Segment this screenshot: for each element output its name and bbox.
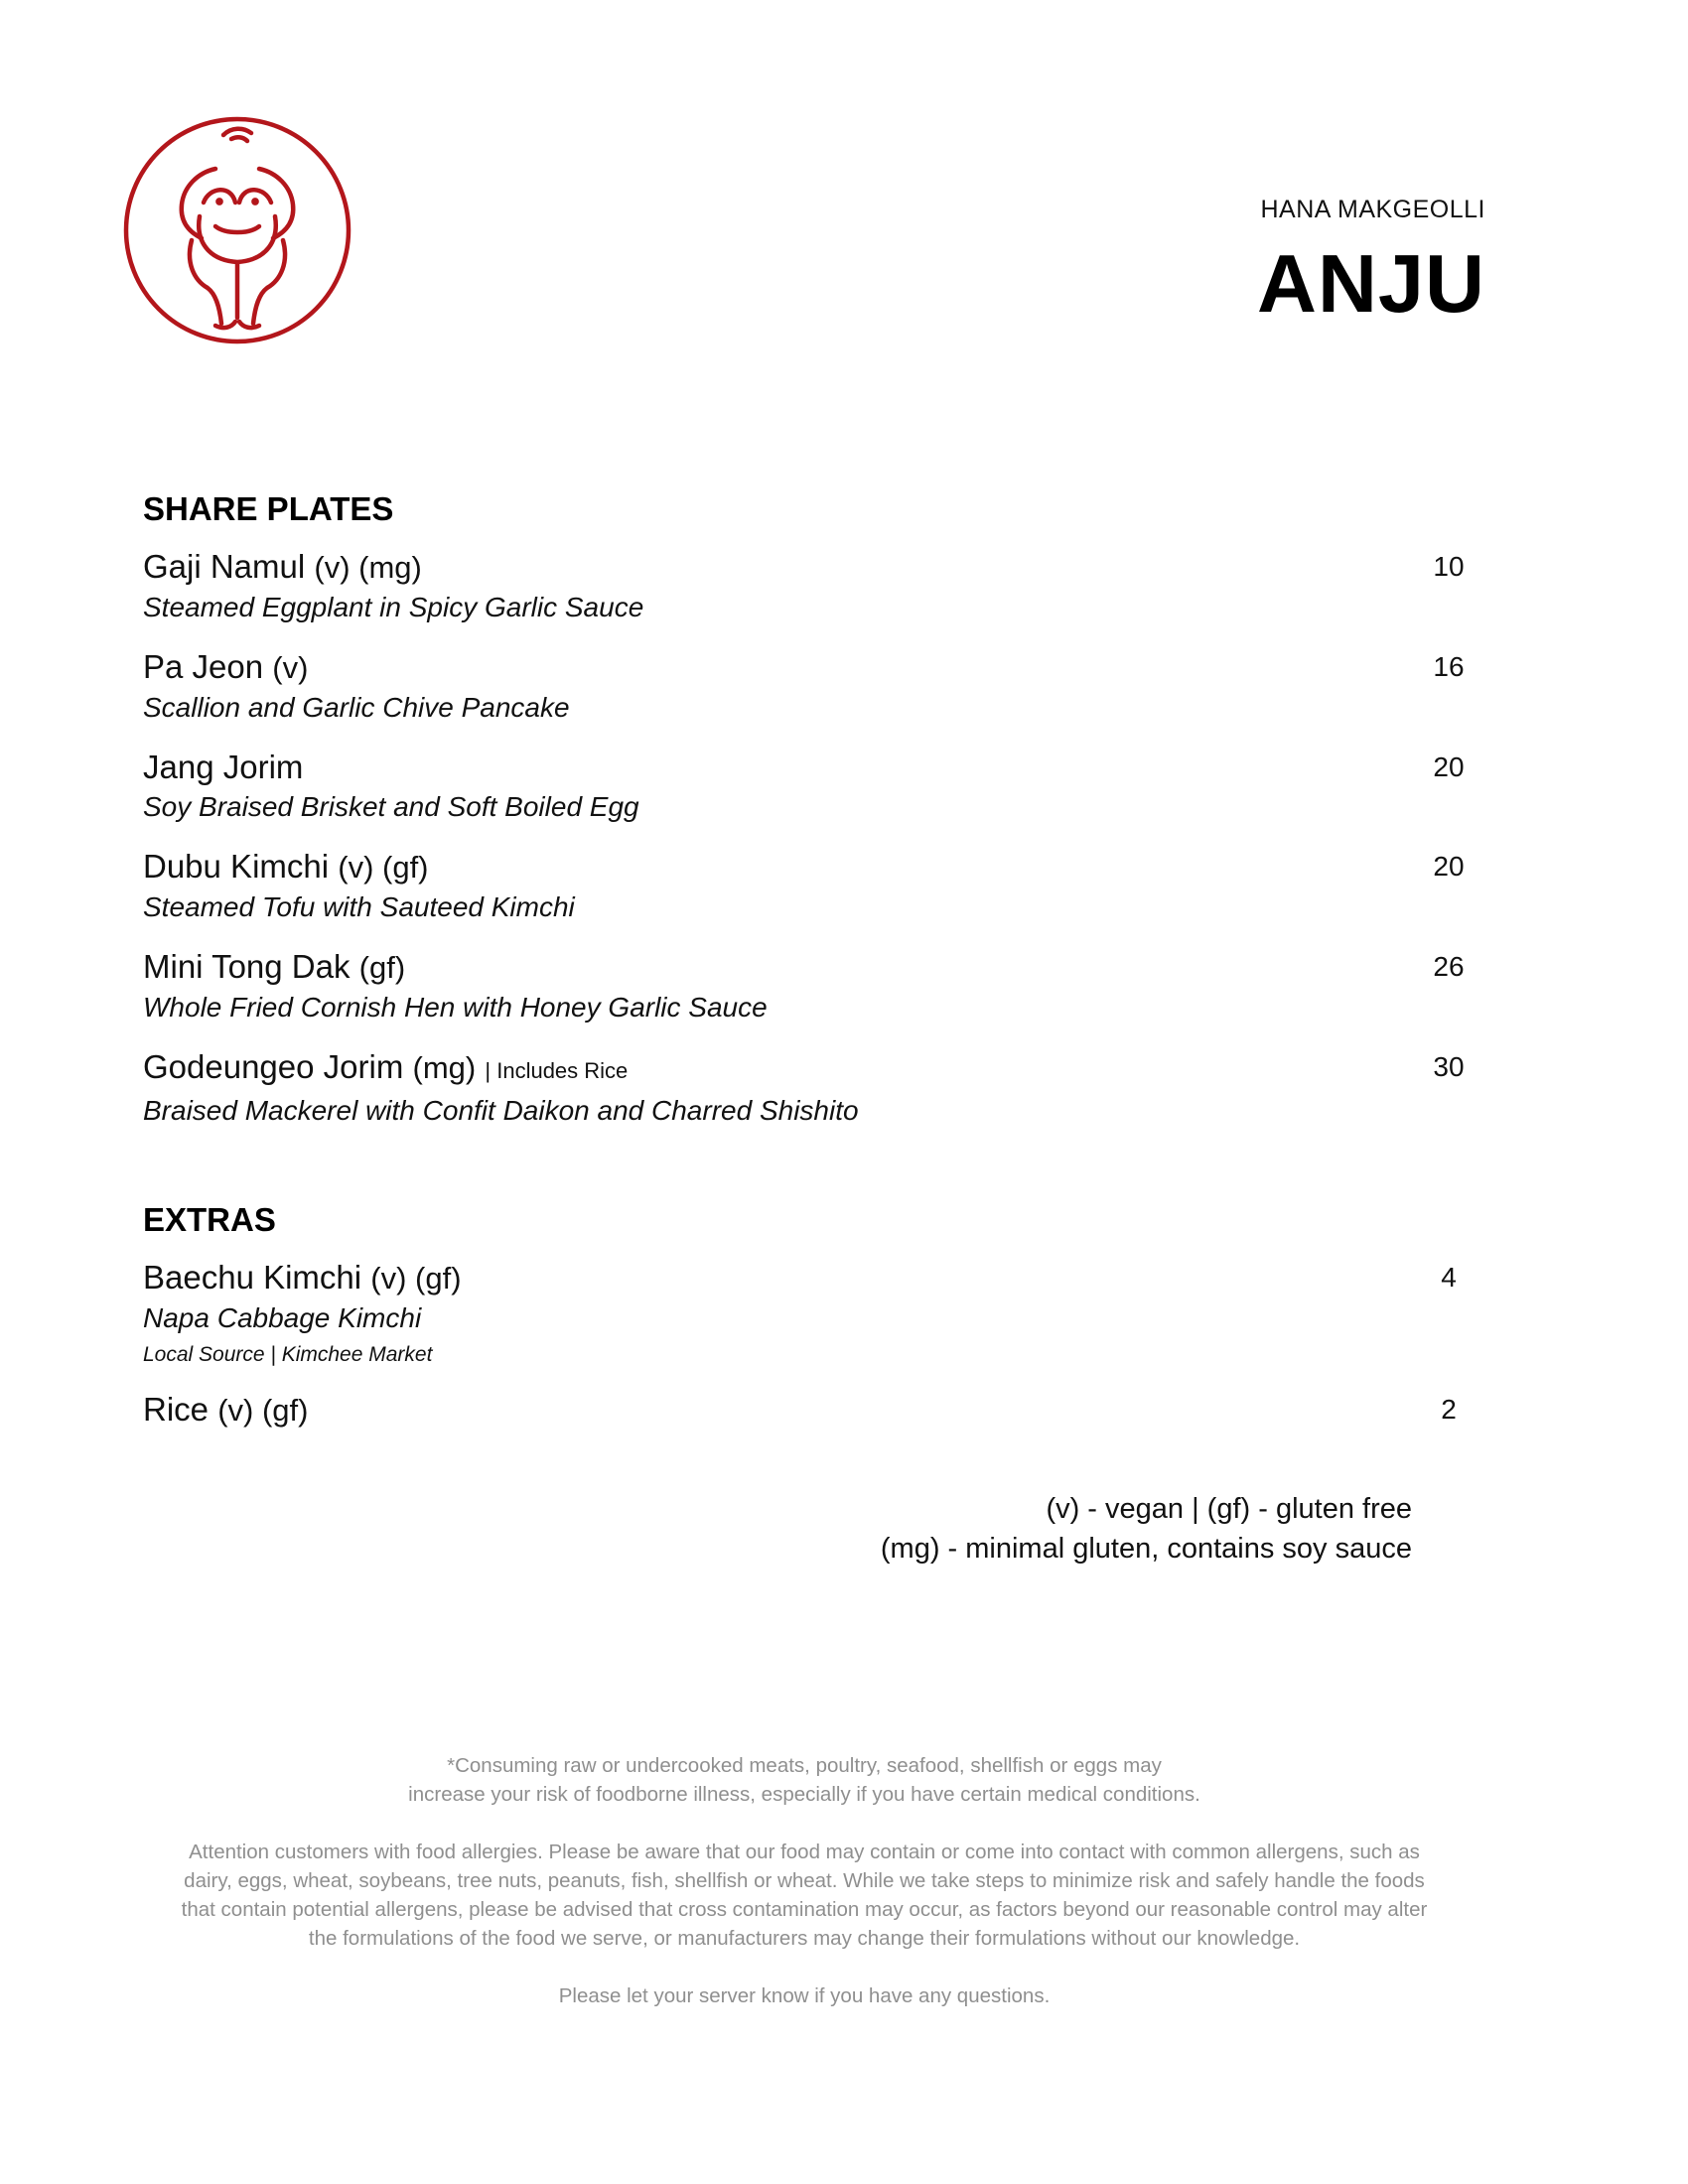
raw-food-warning — [119, 1751, 1489, 1809]
item-name: Gaji Namul — [143, 548, 306, 585]
section-extras — [143, 1201, 1457, 1431]
disclaimer-line: Attention customers with food allergies. Please be aware that our food may contain or come into contact with common allergens, such as — [189, 1841, 1420, 1863]
item-name: Mini Tong Dak — [143, 948, 351, 985]
item-description: Soy Braised Brisket and Soft Boiled Egg — [143, 791, 639, 822]
questions-note: Please let your server know if you have any questions. — [558, 1984, 1051, 2007]
menu-item-gaji-namul — [143, 547, 1465, 627]
section-share-plates — [143, 490, 1465, 1131]
disclaimer-line: *Consuming raw or undercooked meats, poultry, seafood, shellfish or eggs may — [447, 1754, 1162, 1777]
allergy-warning — [119, 1838, 1489, 1953]
item-tags: (mg) — [412, 1050, 477, 1085]
item-description: Steamed Tofu with Sauteed Kimchi — [143, 891, 575, 922]
item-description: Whole Fried Cornish Hen with Honey Garlic Sauce — [143, 992, 768, 1023]
disclaimer — [119, 1751, 1489, 2039]
item-tags: (v) — [272, 650, 309, 685]
item-name: Rice — [143, 1391, 210, 1428]
item-price: 20 — [1433, 751, 1465, 782]
disclaimer-line: dairy, eggs, wheat, soybeans, tree nuts, peanuts, fish, shellfish or wheat. While we take steps to minimize risk and safely handle the foods — [184, 1869, 1425, 1892]
page-title: ANJU — [1257, 237, 1485, 330]
menu-item-mini-tong-dak — [143, 947, 1465, 1027]
item-name: Baechu Kimchi — [143, 1259, 362, 1296]
menu-item-baechu-kimchi — [143, 1258, 1457, 1372]
item-name: Dubu Kimchi — [143, 848, 330, 885]
item-tags: (v) (mg) — [314, 550, 422, 585]
item-source: Local Source | Kimchee Market — [143, 1343, 433, 1366]
section-title: SHARE PLATES — [143, 490, 394, 527]
item-price: 4 — [1441, 1262, 1457, 1293]
menu-item-dubu-kimchi — [143, 847, 1465, 927]
menu-item-godeungeo-jorim — [143, 1047, 1465, 1131]
item-tags: (v) (gf) — [370, 1261, 462, 1296]
disclaimer-line: the formulations of the food we serve, or manufacturers may change their formulations without our knowledge. — [308, 1927, 1301, 1950]
item-name: Pa Jeon — [143, 648, 264, 685]
item-description: Napa Cabbage Kimchi — [143, 1302, 422, 1333]
item-name: Godeungeo Jorim — [143, 1048, 404, 1085]
item-description: Steamed Eggplant in Spicy Garlic Sauce — [143, 592, 644, 622]
disclaimer-line: increase your risk of foodborne illness, especially if you have certain medical conditions. — [408, 1783, 1200, 1806]
item-description: Braised Mackerel with Confit Daikon and Charred Shishito — [143, 1095, 859, 1126]
menu-item-rice — [143, 1390, 1457, 1431]
item-note: | Includes Rice — [485, 1058, 629, 1083]
item-price: 20 — [1433, 851, 1465, 882]
item-price: 16 — [1433, 651, 1465, 682]
figure-in-circle-logo — [120, 113, 354, 347]
legend-line: (mg) - minimal gluten, contains soy sauce — [880, 1533, 1412, 1565]
item-price: 26 — [1433, 951, 1465, 982]
menu-item-jang-jorim — [143, 748, 1465, 827]
item-description: Scallion and Garlic Chive Pancake — [143, 692, 570, 723]
item-tags: (gf) — [358, 950, 406, 985]
legend-line: (v) - vegan | (gf) - gluten free — [1046, 1493, 1412, 1525]
item-price: 30 — [1433, 1051, 1465, 1082]
item-tags: (v) (gf) — [217, 1393, 309, 1428]
item-name: Jang Jorim — [143, 749, 304, 785]
restaurant-name: HANA MAKGEOLLI — [1260, 196, 1485, 223]
disclaimer-line: that contain potential allergens, please be advised that cross contamination may occur, as factors beyond our reasonable control may alter — [181, 1898, 1428, 1921]
item-price: 10 — [1433, 551, 1465, 582]
item-price: 2 — [1441, 1394, 1457, 1425]
section-title: EXTRAS — [143, 1201, 276, 1238]
menu-item-pa-jeon — [143, 647, 1465, 728]
dietary-legend — [881, 1489, 1412, 1569]
menu-header — [1257, 196, 1485, 330]
item-tags: (v) (gf) — [338, 850, 429, 885]
